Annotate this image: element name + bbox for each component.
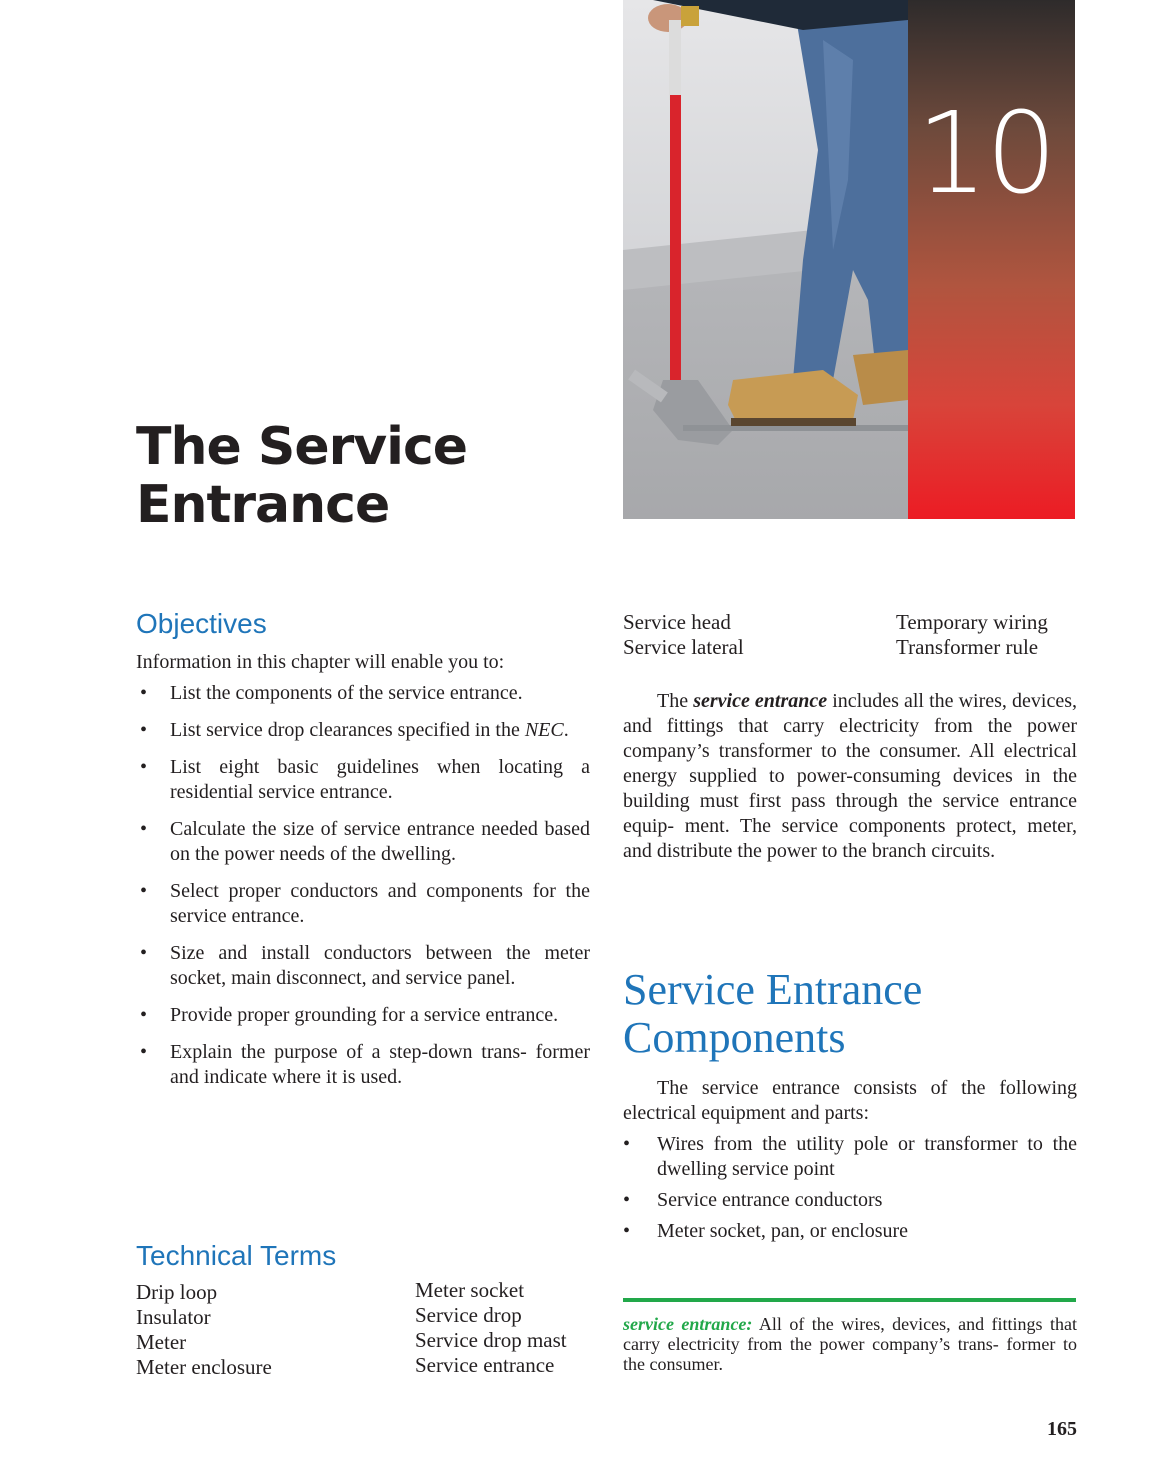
chapter-photo (623, 0, 908, 519)
term-item: Drip loop (136, 1280, 218, 1304)
chapter-title-line1: The Service (136, 417, 468, 477)
term-item: Meter enclosure (136, 1355, 272, 1379)
components-intro: The service entrance consists of the following electrical equipment and parts: (623, 1077, 1077, 1124)
chapter-number: 10 (916, 89, 1055, 219)
objective-item: • Explain the purpose of a step-down trans- former and indicate where it is used. (140, 1041, 590, 1088)
technical-terms-section (136, 1240, 590, 1272)
glossary-divider (623, 1298, 1076, 1302)
term-item: Service drop (415, 1303, 522, 1327)
term-item: Service drop mast (415, 1328, 567, 1352)
glossary-term: service entrance: (623, 1314, 753, 1334)
components-list (623, 1126, 1077, 1250)
term-item: Service lateral (623, 635, 744, 659)
bender-photo-illustration (623, 0, 908, 519)
chapter-title-line2: Entrance (136, 475, 390, 535)
bullet-icon: • (140, 942, 148, 964)
objectives-heading: Objectives (136, 608, 267, 639)
glossary-note (623, 1314, 1077, 1374)
objectives-intro: Information in this chapter will enable you to: (136, 651, 505, 673)
term-item: Temporary wiring (896, 610, 1048, 634)
term-item: Meter socket (415, 1278, 525, 1302)
terms-column-3 (623, 610, 744, 660)
component-item: • Wires from the utility pole or transformer to the dwelling service point (623, 1133, 1077, 1180)
bullet-icon: • (140, 719, 148, 741)
term-item: Transformer rule (896, 635, 1039, 659)
objective-item: • List eight basic guidelines when locating a residential service entrance. (140, 756, 590, 803)
objective-item: • Size and install conductors between the meter socket, main disconnect, and service panel. (140, 942, 590, 989)
objective-item: • Calculate the size of service entrance needed based on the power needs of the dwelling. (140, 818, 590, 865)
bullet-icon: • (140, 1041, 148, 1063)
bullet-icon: • (623, 1220, 631, 1242)
bullet-icon: • (623, 1189, 631, 1211)
bullet-icon: • (140, 880, 148, 902)
bullet-icon: • (623, 1133, 631, 1155)
term-item: Insulator (136, 1305, 211, 1329)
component-item: • Meter socket, pan, or enclosure (623, 1220, 909, 1242)
objective-item: • List service drop clearances specified in the NEC. (140, 719, 569, 741)
bullet-icon: • (140, 818, 148, 840)
objectives-section (136, 608, 590, 1102)
glossary-definition: All of the wires, devices, and fittings that carry electricity from the power company’s trans- former to the consumer. (623, 1314, 1077, 1374)
terms-column-2 (415, 1278, 567, 1378)
term-item: Service entrance (415, 1353, 555, 1377)
chapter-title (136, 418, 596, 534)
objective-item: • Provide proper grounding for a service entrance. (140, 1004, 559, 1026)
technical-terms-heading: Technical Terms (136, 1240, 337, 1271)
component-item: • Service entrance conductors (623, 1189, 883, 1211)
components-heading: Service Entrance Components (623, 965, 923, 1062)
objectives-list (136, 681, 590, 1090)
terms-column-1 (136, 1280, 272, 1380)
objective-item: • Select proper conductors and components for the service entrance. (140, 880, 590, 927)
intro-paragraph: The service entrance includes all the wires, devices, and fittings that carry electricity from the power company’s transformer to the consumer. All electrical energy supplied to power-consuming devices in the building must first pass through the service entrance equip- ment. The service components protect, meter, and distribute the power to the branch circuits. (623, 690, 1078, 862)
terms-column-4 (896, 610, 1048, 660)
term-item: Meter (136, 1330, 187, 1354)
key-term: service entrance (693, 690, 828, 712)
bullet-icon: • (140, 756, 148, 778)
objective-item: • List the components of the service entrance. (140, 682, 523, 704)
bullet-icon: • (140, 682, 148, 704)
term-item: Service head (623, 610, 731, 634)
bullet-icon: • (140, 1004, 148, 1026)
chapter-number-band (908, 0, 1075, 519)
page-number: 165 (1047, 1418, 1077, 1440)
